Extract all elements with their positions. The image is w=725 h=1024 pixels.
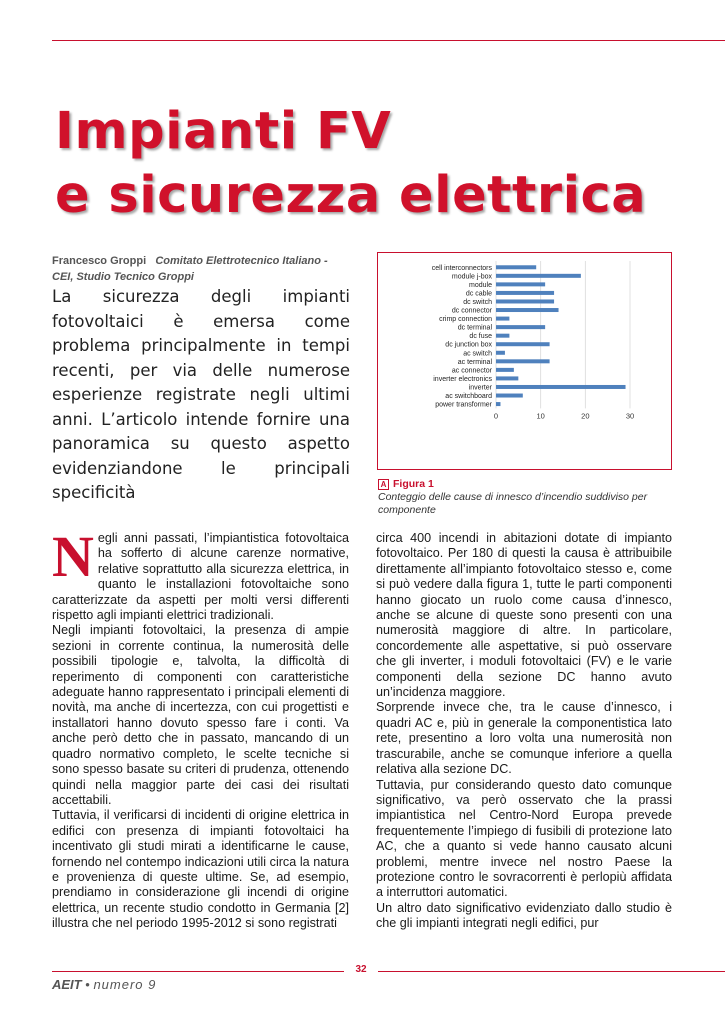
footer-brand-name: AEIT	[52, 977, 82, 992]
bar	[496, 274, 581, 278]
category-label: dc switch	[463, 298, 492, 306]
paragraph-1	[52, 524, 349, 623]
figure-caption	[378, 478, 678, 517]
paragraph-4: circa 400 incendi in abitazioni dotate di impianto fotovoltaico. Per 180 di questi la causa è attribuibile direttamente all’impianto fotovoltaico stesso e, come si può vedere dalla figura 1, tutte le parti componenti hanno giocato un ruolo come causa d’innesco, anche se alcune di queste sono presenti con una numerosità maggiore di altre. In particolare, concordemente alle aspettative, si può osservare che gli inverter, i moduli fotovoltaici (FV) e le varie componenti della sezione DC hanno avuto un’incidenza maggiore.	[376, 531, 672, 700]
category-label: power transformer	[435, 401, 492, 409]
bar	[496, 368, 514, 372]
footer-separator: •	[85, 977, 90, 992]
affiliation: Comitato Elettrotecnico Italiano - CEI, Studio Tecnico Groppi	[52, 255, 328, 283]
article-title	[55, 100, 646, 228]
paragraph-5: Sorprende invece che, tra le cause d’innesco, i quadri AC e, più in generale la componentistica lato rete, presentino a loro volta una numerosità non trascurabile, anche se comunque inferiore a quella relativa alla sezione DC.	[376, 700, 672, 777]
category-label: dc junction box	[445, 341, 492, 349]
paragraph-2: Negli impianti fotovoltaici, la presenza di ampie sezioni in corrente continua, la numerosità delle possibili tipologie e, talvolta, la difficoltà di reperimento di componenti con caratteristiche adeguate hanno rappresentato i principali elementi di novità, ma anche di incertezza, con cui progettisti e installatori hanno dovuto spesso fare i conti. Va anche però detto che in passato, mancando di un quadro normativo completo, le scelte tecniche si sono spesso basate su criteri di prudenza, ottenendo quindi nella maggior parte dei casi dei risultati accettabili.	[52, 623, 349, 807]
bar	[496, 265, 536, 269]
bar	[496, 394, 523, 398]
bar	[496, 359, 550, 363]
x-tick-label: 20	[581, 411, 590, 421]
figure-caption-text: Conteggio delle cause di innesco d’incendio suddiviso per componente	[378, 491, 648, 516]
bar	[496, 402, 500, 406]
lead-paragraph: La sicurezza degli impianti fotovoltaici è emersa come problema principalmente in tempi recenti, per via delle numerose esperienze registrate negli ultimi anni. L’articolo intende fornire una panoramica su questo aspetto evidenziandone le principali specificità	[52, 287, 350, 502]
footer-brand	[52, 977, 156, 992]
drop-cap: N	[52, 524, 94, 589]
author: Francesco Groppi	[52, 255, 147, 267]
bar	[496, 342, 550, 346]
bar	[496, 291, 554, 295]
bar	[496, 334, 509, 338]
category-label: dc fuse	[469, 333, 492, 341]
bar	[496, 325, 545, 329]
bar	[496, 351, 505, 355]
category-label: inverter	[468, 384, 492, 392]
category-label: ac switchboard	[445, 393, 492, 401]
footer-rule-right	[378, 971, 725, 972]
paragraph-6: Tuttavia, pur considerando questo dato comunque significativo, va però osservato che la prassi impiantistica nel Centro-Nord Europa prevede frequentemente l’impiego di fusibili di protezione lato AC, che a quanto si vede hanno causato alcuni problemi, mentre invece nel nostro Paese la protezione contro le sovracorrenti è perlopiù affidata a interruttori automatici.	[376, 777, 672, 900]
title-line-2: e sicurezza elettrica	[55, 166, 647, 225]
footer-rule-left	[52, 971, 344, 972]
x-tick-label: 30	[625, 411, 635, 421]
bar	[496, 308, 559, 312]
figure-1-chart	[377, 252, 672, 470]
footer-issue: numero 9	[93, 977, 157, 992]
figure-label: Figura 1	[393, 478, 434, 490]
title-line-1: Impianti FV	[55, 102, 392, 161]
category-label: inverter electronics	[433, 375, 492, 383]
category-label: module j-box	[451, 273, 492, 281]
bar-chart	[378, 253, 671, 469]
category-label: ac terminal	[457, 358, 492, 366]
category-label: dc cable	[465, 290, 492, 298]
category-label: crimp connection	[439, 316, 492, 324]
category-label: dc terminal	[457, 324, 492, 332]
bar	[496, 299, 554, 303]
category-label: cell interconnectors	[431, 264, 492, 272]
bar	[496, 282, 545, 286]
x-tick-label: 10	[536, 411, 545, 421]
bar	[496, 385, 626, 389]
paragraph-7: Un altro dato significativo evidenziato dallo studio è che gli impianti integrati negli edifici, pur	[376, 900, 672, 931]
bar	[496, 376, 518, 380]
paragraph-1-text: egli anni passati, l’impiantistica fotovoltaica ha sofferto di alcune carenze normative, relative soprattutto alla sicurezza elettrica, in quanto le installazioni fotovoltaiche sono caratterizzate da aspetti per molti versi differenti rispetto agli impianti elettrici tradizionali.	[52, 531, 349, 623]
category-label: module	[469, 281, 492, 289]
category-label: ac connector	[451, 367, 492, 375]
figure-tag-icon: A	[378, 479, 389, 490]
paragraph-3: Tuttavia, il verificarsi di incidenti di origine elettrica in edifici con presenza di impianti fotovoltaici ha incentivato gli studi mirati a identificarne le cause, fornendo nel contempo indicazioni utili circa la natura e provenienza di queste ultime. Se, ad esempio, prendiamo in considerazione gli incendi di origine elettrica, un recente studio condotto in Germania [2] illustra che nel periodo 1995-2012 si sono registrati	[52, 808, 349, 931]
category-label: ac switch	[463, 350, 492, 358]
category-label: dc connector	[451, 307, 492, 315]
byline	[52, 253, 352, 285]
top-rule	[52, 40, 725, 41]
bar	[496, 317, 509, 321]
body-column-right	[376, 531, 672, 932]
x-tick-label: 0	[493, 411, 499, 421]
body-column-left	[52, 524, 349, 932]
page-number: 32	[347, 964, 375, 975]
